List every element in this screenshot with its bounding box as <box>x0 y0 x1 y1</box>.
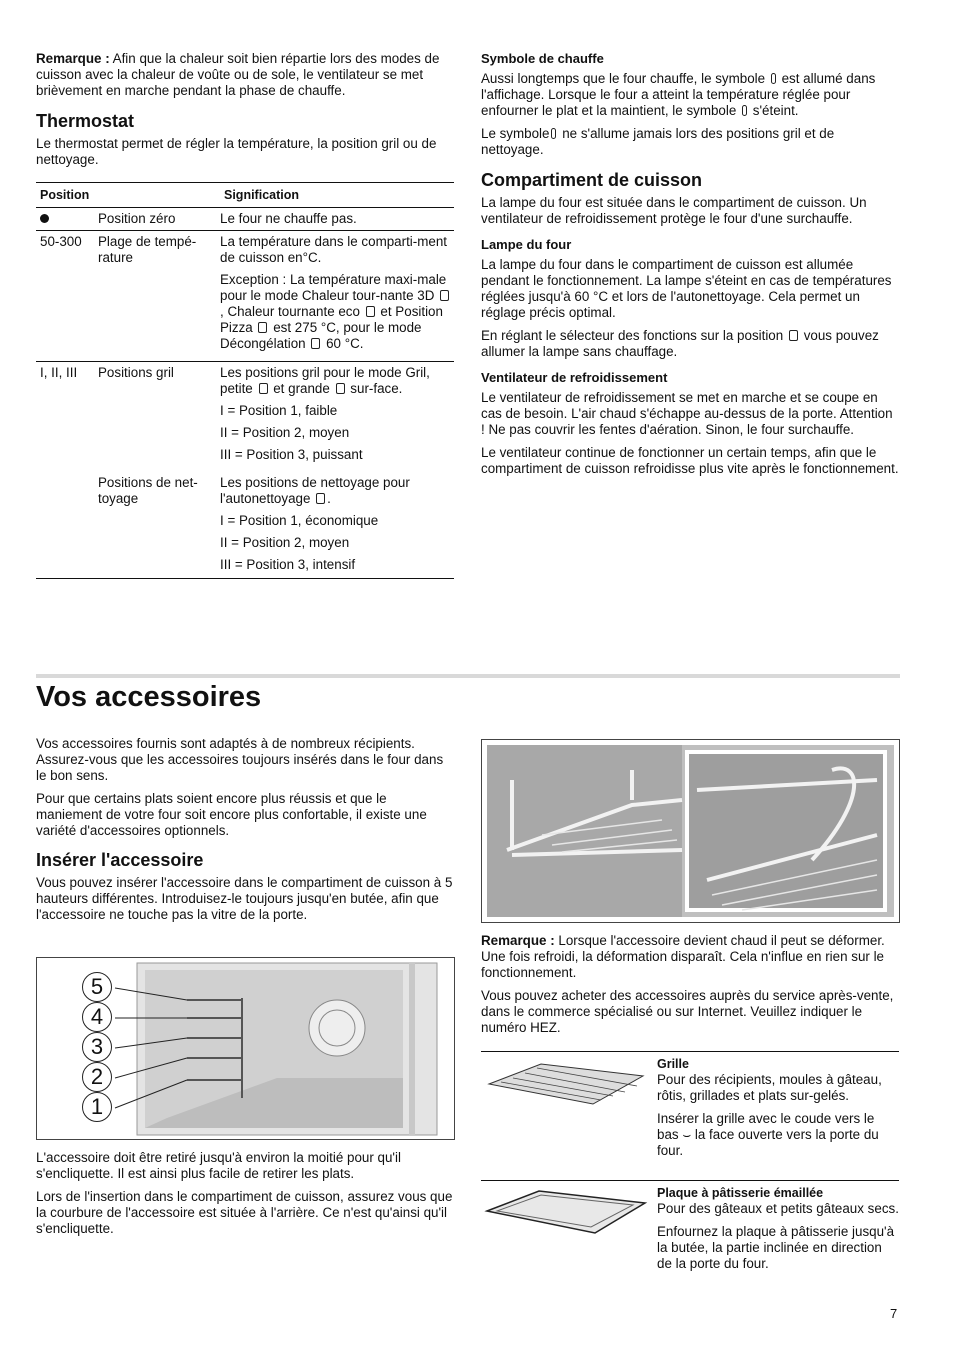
thermometer-icon <box>742 105 747 116</box>
page-number: 7 <box>890 1306 898 1321</box>
left-bottom-column <box>36 736 454 930</box>
thermostat-table <box>36 182 454 579</box>
table-row <box>36 472 454 579</box>
level-line: III = Position 3, puissant <box>220 447 363 462</box>
row-meaning <box>220 231 454 362</box>
fan-text-2: Le ventilateur continue de fonctionner un certain temps, afin que le compartiment de cuisson refroidisse plus vite après le fonctionnement. <box>481 445 899 476</box>
oven-levels-figure <box>36 957 455 1140</box>
list-item <box>481 1051 899 1180</box>
level-line: II = Position 2, moyen <box>220 535 350 550</box>
grill-part: et grande <box>273 381 330 396</box>
remark-label: Remarque : <box>481 933 555 948</box>
remark-paragraph <box>36 51 454 99</box>
clean-part: . <box>327 491 331 506</box>
heat-part: Le symbole <box>481 126 550 141</box>
row-code: I, II, III <box>36 362 98 473</box>
list-item <box>481 1180 899 1279</box>
heat-part: s'éteint. <box>752 103 799 118</box>
table-row <box>36 362 454 473</box>
rack-photo-figure <box>481 739 900 923</box>
deform-remark <box>481 933 899 981</box>
level-number: 5 <box>82 972 112 1002</box>
row-meaning <box>220 472 454 579</box>
left-bottom-column-after <box>36 1150 454 1244</box>
defrost-icon <box>311 338 320 349</box>
heat-symbol-text-2 <box>481 126 899 158</box>
lamp-part: En réglant le sélecteur des fonctions sur la position <box>481 328 784 343</box>
level-line: III = Position 3, intensif <box>220 557 356 572</box>
row-name: Plage de tempé-rature <box>98 231 220 362</box>
lamp-heading: Lampe du four <box>481 237 572 252</box>
level-number: 3 <box>82 1032 112 1062</box>
grill-note-part: Insérer la grille avec le coude vers le bas <box>657 1111 875 1142</box>
lamp-part: vous pouvez allumer la lampe sans chauffage. <box>481 328 879 359</box>
pizza-position-icon <box>258 322 267 333</box>
rack-detail-illustration <box>482 740 899 922</box>
remark-label: Remarque : <box>36 51 110 66</box>
compartment-text: La lampe du four est située dans le compartiment de cuisson. Un ventilateur de refroidissement protège le four d'une surchauffe. <box>481 195 867 226</box>
lamp-text-2 <box>481 328 899 360</box>
level-line: II = Position 2, moyen <box>220 425 350 440</box>
thermostat-heading: Thermostat <box>36 111 135 131</box>
exception-part: est 275 °C, pour le mode Décongélation <box>220 320 422 351</box>
grill-name: Grille <box>657 1057 689 1071</box>
clean-text <box>220 475 454 507</box>
tray-desc: Pour des gâteaux et petits gâteaux secs. <box>657 1201 899 1216</box>
row-code: 50-300 <box>36 231 98 362</box>
heat-part: ne s'allume jamais lors des positions gril et de nettoyage. <box>481 126 835 157</box>
table-row <box>36 231 454 362</box>
baking-tray-image <box>481 1185 657 1245</box>
compartment-heading: Compartiment de cuisson <box>481 170 703 190</box>
level-line: I = Position 1, économique <box>220 513 379 528</box>
tray-name: Plaque à pâtisserie émaillée <box>657 1186 824 1200</box>
exception-part: 60 °C. <box>326 336 364 351</box>
heat-symbol-text <box>481 71 899 119</box>
zero-position-icon <box>40 214 49 223</box>
tray-description <box>657 1185 899 1279</box>
exception-part: , Chaleur tournante eco <box>220 304 360 319</box>
accessories-intro: Vos accessoires fournis sont adaptés à de nombreux récipients. Assurez-vous que les accessoires toujours insérés dans le four dans le bon sens. <box>36 736 444 783</box>
hot-air-eco-icon <box>366 306 375 317</box>
accessories-optional: Pour que certains plats soient encore plus réussis et que le maniement de votre four soit encore plus confortable, il existe une variété d'accessoires optionnels. <box>36 791 427 838</box>
grill-part: sur-face. <box>350 381 403 396</box>
grill-rack-image <box>481 1056 657 1116</box>
small-grill-icon <box>259 383 268 394</box>
row-name: Positions gril <box>98 362 220 473</box>
self-clean-icon <box>316 493 325 504</box>
insert-heading: Insérer l'accessoire <box>36 850 204 870</box>
buy-text: Vous pouvez acheter des accessoires auprès du service après-vente, dans le commerce spécialisé ou sur Internet. Veuillez indiquer le numéro HEZ. <box>481 988 894 1035</box>
lamp-text: La lampe du four dans le compartiment de cuisson est allumée pendant le fonctionnement. La lampe s'éteint en cas de températures réglées jusqu'à 60 °C et lors de l'autonettoyage. Cela permet un réglage précis optimal. <box>481 257 892 320</box>
lamp-icon <box>789 330 798 341</box>
heat-part: Aussi longtemps que le four chauffe, le symbole <box>481 71 766 86</box>
left-top-column <box>36 51 454 579</box>
row-name: Position zéro <box>98 211 176 226</box>
exception-part: et Position Pizza <box>220 304 443 335</box>
thermostat-text: Le thermostat permet de régler la température, la position gril ou de nettoyage. <box>36 136 437 167</box>
thermometer-icon <box>551 128 556 139</box>
grill-desc: Pour des récipients, moules à gâteau, rôtis, grillades et plats sur-gelés. <box>657 1072 882 1103</box>
insert-curve-text: Lors de l'insertion dans le compartiment de cuisson, assurez vous que la courbure de l'accessoire est située à l'arrière. Ce n'est qu'ainsi qu'il s'encliquette. <box>36 1189 453 1236</box>
right-top-column <box>481 51 899 484</box>
fan-text: Le ventilateur de refroidissement se met en marche et se coupe en cas de besoin. L'air chaud s'échappe au-dessus de la porte. Attention ! Ne pas couvrir les fentes d'aération. Sinon, le four surchauffe. <box>481 390 893 437</box>
level-line: I = Position 1, faible <box>220 403 338 418</box>
exception-part: Exception : La température maxi-male pour le mode Chaleur tour-nante 3D <box>220 272 447 303</box>
exception-text <box>220 272 454 352</box>
large-grill-icon <box>336 383 345 394</box>
level-number: 1 <box>82 1092 112 1122</box>
thermometer-icon <box>771 73 776 84</box>
remove-text: L'accessoire doit être retiré jusqu'à environ la moitié pour qu'il s'encliquette. Il est ainsi plus facile de retirer les plats. <box>36 1150 401 1181</box>
accessory-list <box>481 1051 899 1279</box>
tray-note: Enfournez la plaque à pâtisserie jusqu'à la butée, la partie inclinée en direction de la porte du four. <box>657 1224 895 1271</box>
hot-air-3d-icon <box>440 290 449 301</box>
clean-part: Les positions de nettoyage pour l'autonettoyage <box>220 475 410 506</box>
remark-text: Afin que la chaleur soit bien répartie lors des modes de cuisson avec la chaleur de voûte ou de sole, le ventilateur se met brièvement en marche pendant la phase de chauffe. <box>36 51 440 98</box>
heat-symbol-heading: Symbole de chauffe <box>481 51 604 66</box>
meaning-text: La température dans le comparti-ment de cuisson en°C. <box>220 234 448 265</box>
grill-note <box>657 1111 899 1159</box>
remark-text: Lorsque l'accessoire devient chaud il peut se déformer. Une fois refroidi, la déformation disparaît. Cela n'influe en rien sur le fonctionnement. <box>481 933 885 980</box>
row-name: Positions de net-toyage <box>98 472 220 579</box>
grill-part: Les positions gril pour le mode Gril, petite <box>220 365 430 396</box>
level-number: 4 <box>82 1002 112 1032</box>
fan-heading: Ventilateur de refroidissement <box>481 370 668 385</box>
row-meaning: Le four ne chauffe pas. <box>220 211 357 226</box>
insert-text: Vous pouvez insérer l'accessoire dans le compartiment de cuisson à 5 hauteurs différentes. Introduisez-le toujours jusqu'en butée, afin que l'accessoire ne touche pas la vitre de la porte. <box>36 875 453 922</box>
col-position-header: Position <box>36 183 220 208</box>
row-meaning <box>220 362 454 473</box>
grill-description <box>657 1056 899 1180</box>
right-bottom-column <box>481 933 899 1043</box>
section-title: Vos accessoires <box>36 681 262 713</box>
heat-part: est allumé dans l'affichage. Lorsque le four a atteint la température réglée pour enfourner le plat et la maintient, le symbole <box>481 71 876 118</box>
table-row <box>36 208 454 231</box>
grill-text <box>220 365 454 397</box>
level-number: 2 <box>82 1062 112 1092</box>
col-signification-header: Signification <box>220 183 454 208</box>
grill-note-part: la face ouverte vers la porte du four. <box>657 1127 879 1158</box>
elbow-down-icon: ⌣ <box>682 1127 692 1142</box>
